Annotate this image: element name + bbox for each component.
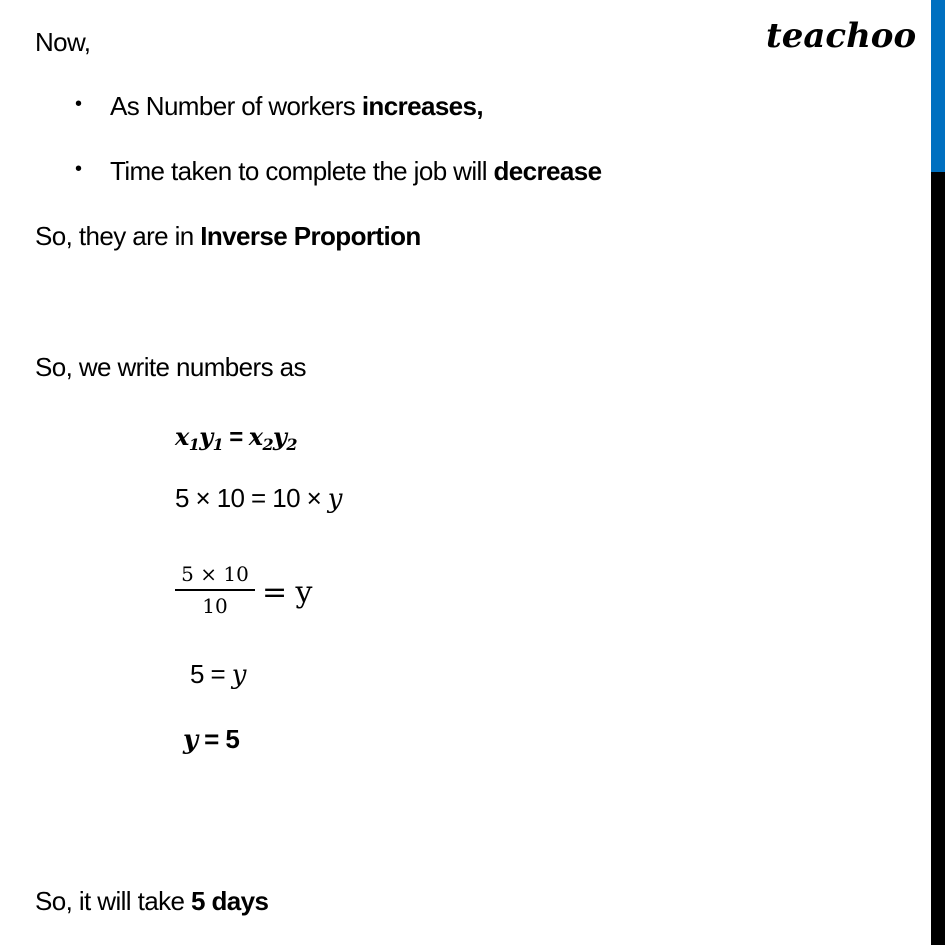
intro-text: Now, — [35, 27, 91, 57]
equation-result: y = 5 — [183, 724, 240, 755]
bullet-decrease: Time taken to complete the job will decrease — [110, 156, 602, 186]
equation-step3: 5 = y — [190, 659, 246, 690]
write-numbers-text: So, we write numbers as — [35, 352, 306, 382]
teachoo-logo: teachoo — [766, 16, 917, 56]
conclusion-text: So, they are in Inverse Proportion — [35, 221, 421, 251]
fraction — [175, 562, 255, 618]
accent-bar-black — [931, 172, 945, 945]
accent-bar-blue — [931, 0, 945, 172]
bullet-icon: • — [75, 93, 83, 115]
fraction-numerator: 5 × 10 — [181, 562, 249, 586]
formula-inverse-proportion: $x_1y_1 = x_2y_2$ — [175, 422, 297, 454]
fraction-bar — [175, 589, 255, 591]
equation-step1: 5 × 10 = 10 × y — [175, 483, 342, 514]
fraction-denominator: 10 — [202, 594, 228, 618]
bullet-icon: • — [75, 158, 83, 180]
fraction-rhs: = y — [262, 575, 312, 610]
final-answer: So, it will take 5 days — [35, 886, 269, 916]
bullet-increases: As Number of workers increases, — [110, 91, 484, 121]
